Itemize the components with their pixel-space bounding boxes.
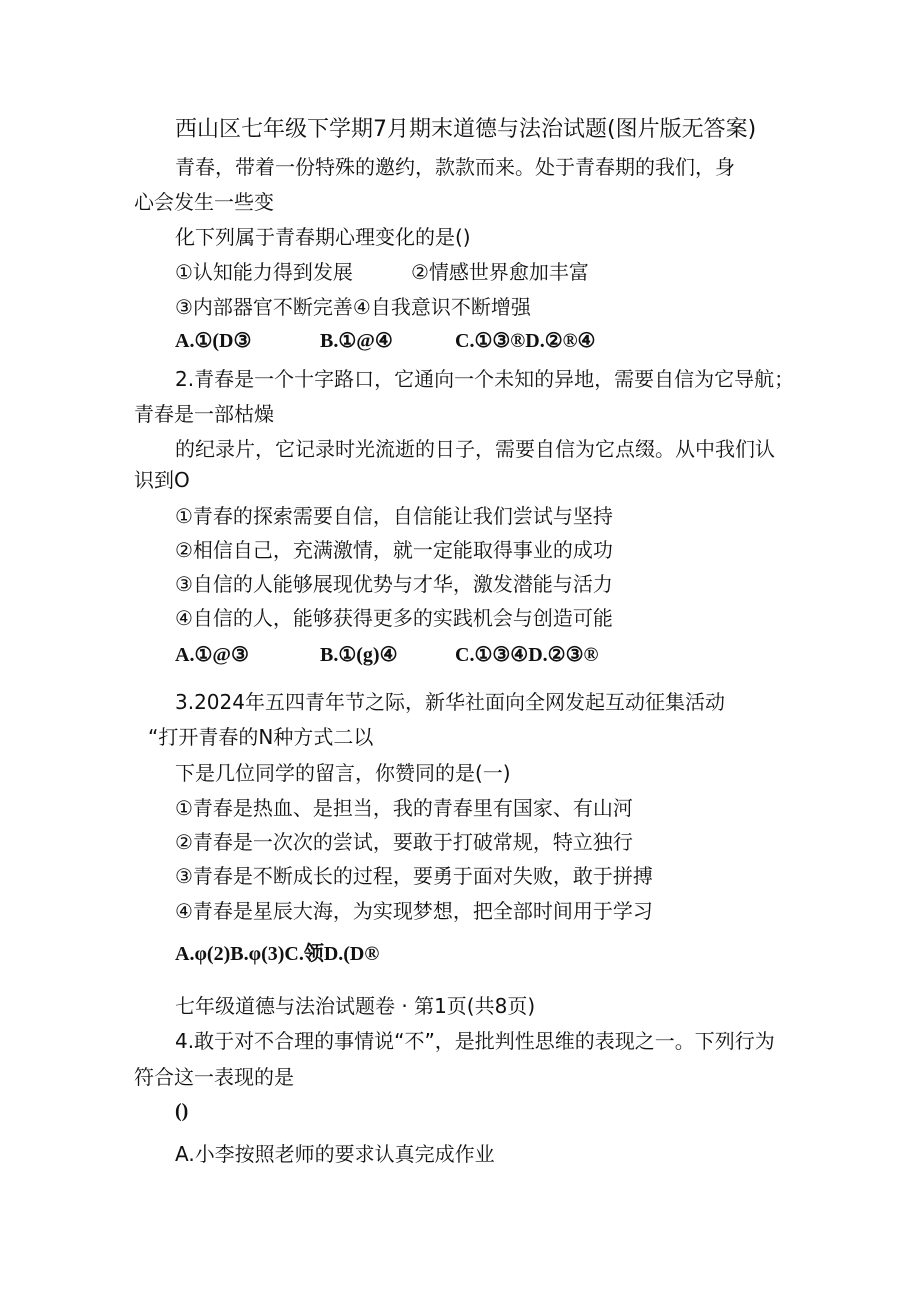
page-title: 西山区七年级下学期7月期末道德与法治试题(图片版无答案) bbox=[175, 117, 757, 142]
q2-item-4: ④自信的人，能够获得更多的实践机会与创造可能 bbox=[175, 606, 613, 630]
q4-answer-blank: () bbox=[175, 1100, 189, 1122]
q3-item-4: ④青春是星辰大海，为实现梦想，把全部时间用于学习 bbox=[175, 899, 653, 923]
q3-item-3: ③青春是不断成长的过程，要勇于面对失败，敢于拼搏 bbox=[175, 864, 653, 888]
q3-stem-line-2: “打开青春的N种方式二以 bbox=[148, 725, 374, 749]
q3-item-1: ①青春是热血、是担当，我的青春里有国家、有山河 bbox=[175, 796, 633, 820]
page-footer: 七年级道德与法治试题卷 · 第1页(共8页) bbox=[175, 994, 536, 1018]
q3-item-2: ②青春是一次次的尝试，要敢于打破常规，特立独行 bbox=[175, 830, 633, 854]
q1-option-b: B.①@④ bbox=[320, 330, 393, 352]
q1-item-1: ①认知能力得到发展 bbox=[175, 260, 353, 284]
q2-item-3: ③自信的人能够展现优势与才华，激发潜能与活力 bbox=[175, 572, 613, 596]
q3-stem-line-1: 3.2024年五四青年节之际，新华社面向全网发起互动征集活动 bbox=[175, 690, 725, 714]
q2-stem-line-1: 2.青春是一个十字路口，它通向一个未知的异地，需要自信为它导航； bbox=[175, 367, 795, 391]
q2-stem-line-3: 的纪录片，它记录时光流逝的日子，需要自信为它点缀。从中我们认 bbox=[175, 437, 775, 461]
q1-item-3-4: ③内部器官不断完善④自我意识不断增强 bbox=[175, 295, 531, 319]
q3-options: A.φ(2)B.φ(3)C.领D.(D® bbox=[175, 943, 380, 965]
q4-stem-line-1: 4.敢于对不合理的事情说“不”，是批判性思维的表现之一。下列行为 bbox=[175, 1029, 775, 1053]
q4-option-a: A.小李按照老师的要求认真完成作业 bbox=[175, 1142, 495, 1166]
q3-stem-line-3: 下是几位同学的留言，你赞同的是(一) bbox=[175, 761, 511, 785]
q2-item-1: ①青春的探索需要自信，自信能让我们尝试与坚持 bbox=[175, 504, 613, 528]
q2-option-b: B.①(g)④ bbox=[320, 644, 398, 666]
q1-stem-line-1: 青春，带着一份特殊的邀约，款款而来。处于青春期的我们，身 bbox=[175, 155, 735, 179]
q4-stem-line-2: 符合这一表现的是 bbox=[134, 1065, 294, 1089]
q2-option-a: A.①@③ bbox=[175, 644, 249, 666]
q2-stem-line-2: 青春是一部枯燥 bbox=[134, 402, 274, 426]
q2-item-2: ②相信自己，充满激情，就一定能取得事业的成功 bbox=[175, 538, 613, 562]
q1-option-a: A.①(D③ bbox=[175, 330, 252, 352]
q1-option-c-d: C.①③®D.②®④ bbox=[455, 330, 596, 352]
q1-stem-line-3: 化下列属于青春期心理变化的是() bbox=[175, 225, 471, 249]
q1-stem-line-2: 心会发生一些变 bbox=[134, 190, 274, 214]
q2-stem-line-4: 识到O bbox=[134, 468, 190, 492]
q1-item-2: ②情感世界愈加丰富 bbox=[411, 260, 589, 284]
q2-option-c-d: C.①③④D.②③® bbox=[455, 644, 599, 666]
